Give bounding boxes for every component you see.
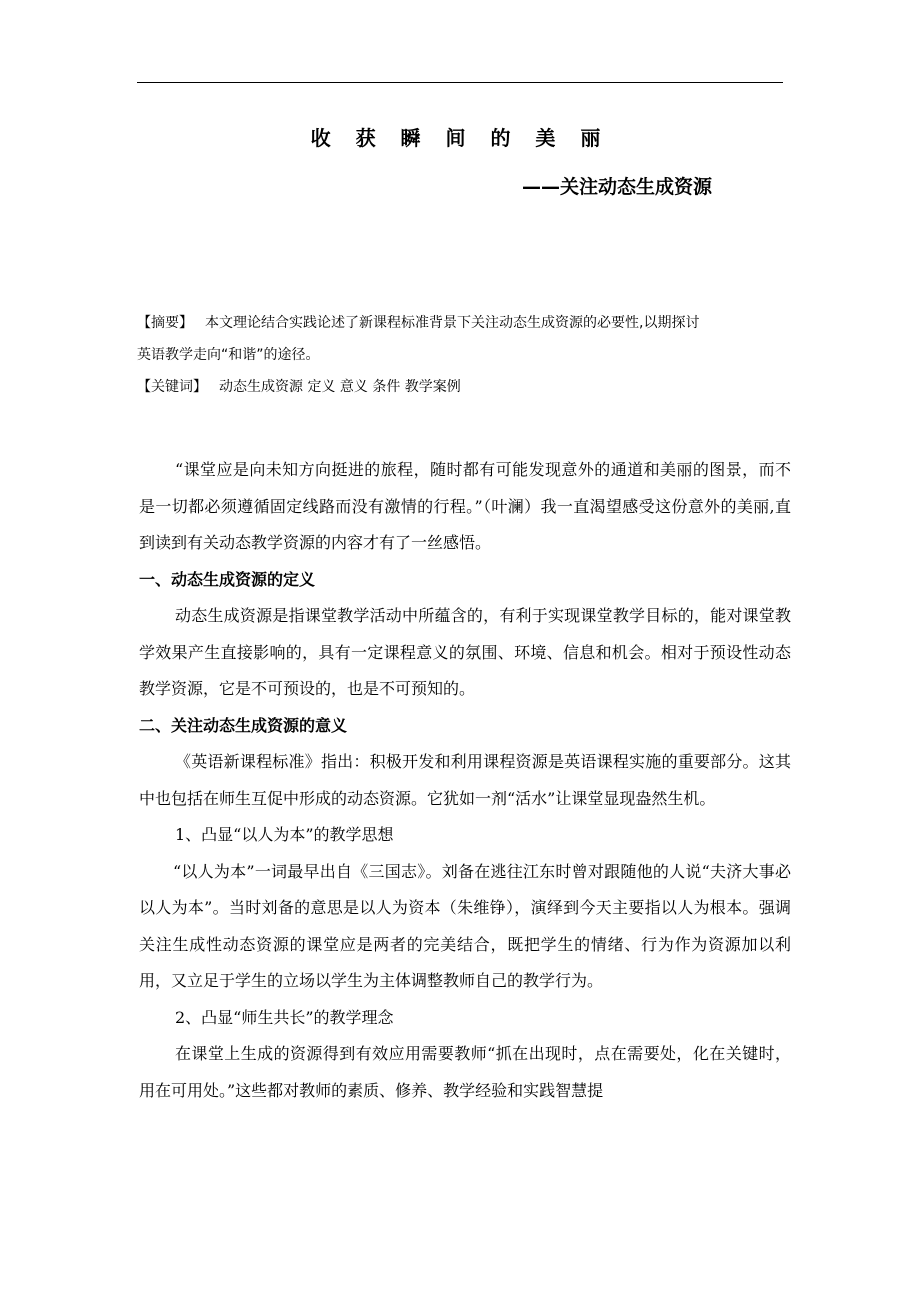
header-rule xyxy=(137,82,783,83)
document-title: 收 获 瞬 间 的 美 丽 xyxy=(310,126,610,150)
section2-heading: 二、关注动态生成资源的意义 xyxy=(139,715,348,735)
abstract-block xyxy=(137,307,787,403)
document-body xyxy=(139,452,791,1109)
intro-paragraph: “课堂应是向未知方向挺进的旅程，随时都有可能发现意外的通道和美丽的图景，而不是一切都必须遵循固定线路而没有激情的行程。”（叶澜）我一直渴望感受这份意外的美丽,直到读到有关动态教学资源的内容才有了一丝感悟。 xyxy=(139,460,791,552)
abstract-label: 【摘要】 xyxy=(137,315,193,331)
subsection2-heading: 2、凸显“师生共长”的教学理念 xyxy=(175,1007,394,1027)
subsection2-paragraph: 在课堂上生成的资源得到有效应用需要教师“抓在出现时，点在需要处，化在关键时，用在可用处。”这些都对教师的素质、修养、教学经验和实践智慧提 xyxy=(139,1044,791,1100)
keywords-label: 【关键词】 xyxy=(137,379,207,395)
abstract-line-2: 英语教学走向“和谐”的途径。 xyxy=(137,347,320,363)
document-subtitle: ——关注动态生成资源 xyxy=(522,176,713,198)
section1-paragraph: 动态生成资源是指课堂教学活动中所蕴含的，有利于实现课堂教学目标的，能对课堂教学效果产生直接影响的，具有一定课程意义的氛围、环境、信息和机会。相对于预设性动态教学资源，它是不可预设的，也是不可预知的。 xyxy=(139,606,791,698)
subsection1-heading: 1、凸显“以人为本”的教学思想 xyxy=(175,825,394,844)
keywords-text: 动态生成资源 定义 意义 条件 教学案例 xyxy=(219,379,461,395)
keywords-line xyxy=(137,371,787,403)
section2-paragraph: 《英语新课程标准》指出：积极开发和利用课程资源是英语课程实施的重要部分。这其中也包括在师生互促中形成的动态资源。它犹如一剂“活水”让课堂显现盎然生机。 xyxy=(139,752,791,808)
abstract-line xyxy=(137,307,787,339)
section1-heading: 一、动态生成资源的定义 xyxy=(139,569,316,589)
abstract-text: 本文理论结合实践论述了新课程标准背景下关注动态生成资源的必要性,以期探讨 xyxy=(205,315,700,331)
subsection1-paragraph: “以人为本”一词最早出自《三国志》。刘备在逃往江东时曾对跟随他的人说“夫济大事必以人为本”。当时刘备的意思是以人为资本（朱维铮），演绎到今天主要指以人为根本。强调关注生成性动态资源的课堂应是两者的完美结合，既把学生的情绪、行为作为资源加以利用，又立足于学生的立场以学生为主体调整教师自己的教学行为。 xyxy=(139,861,791,990)
